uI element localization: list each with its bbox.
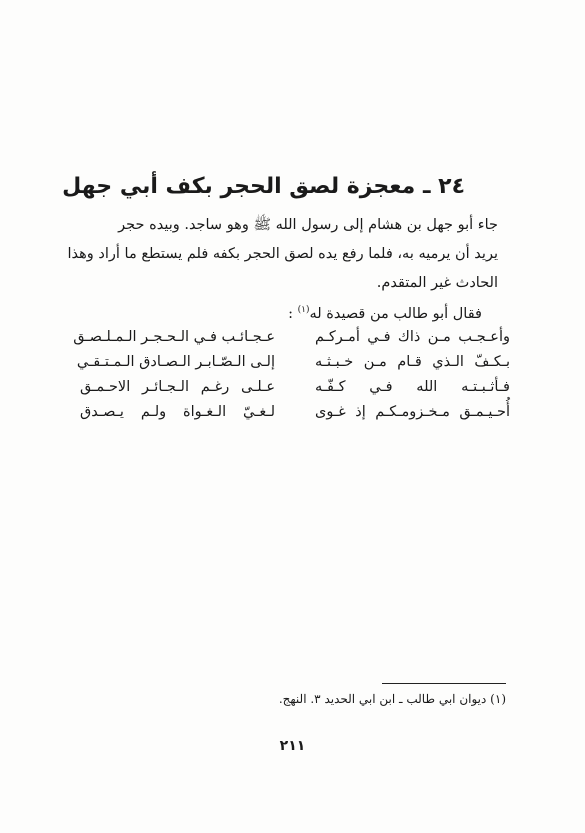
verse-first-hemistich: بـكـفّ الـذي قـام مـن خـبـثـه <box>315 353 510 370</box>
verse-line <box>80 397 510 426</box>
body-paragraph <box>67 211 498 298</box>
verse-second-hemistich: إلـى الـصّـابـر الـصـادق الـمـتـقـي <box>76 353 275 370</box>
verse-second-hemistich: لـغـيّ الـغـواة ولـم يـصـدق <box>80 403 275 420</box>
verse-second-hemistich: عـلـى رغـم الـجـائـر الاحـمـق <box>80 378 275 395</box>
poem-intro-text: فقال أبو طالب من قصيدة له <box>309 305 482 322</box>
footnote: (١) ديوان ابي طالب ـ ابن ابي الحديد ٣. النهج. <box>278 692 506 706</box>
page-number: ٢١١ <box>279 738 306 754</box>
poem-intro-colon: : <box>288 305 293 322</box>
verse-first-hemistich: وأعـجـب مـن ذاك فـي أمـركـم <box>315 328 510 345</box>
verse-first-hemistich: فـأثـبـتـه الله فـي كـفّـه <box>315 378 510 395</box>
verse-second-hemistich: عـجـائـب فـي الـحـجـر الـمـلـصـق <box>73 328 275 345</box>
footnote-reference: (١) <box>297 305 310 315</box>
chapter-title: ٢٤ ـ معجزة لصق الحجر بكف أبي جهل <box>62 174 465 199</box>
footnote-divider <box>382 683 506 684</box>
body-line: الحادث غير المتقدم. <box>376 275 498 291</box>
verse-first-hemistich: أُحـيـمـق مـخـزومـكـم إذ غـوى <box>315 403 510 420</box>
body-line: جاء أبو جهل بن هشام إلى رسول الله ﷺ وهو ساجد. وبيده حجر <box>118 217 498 233</box>
body-line: يريد أن يرميه به، فلما رفع يده لصق الحجر بكفه فلم يستطع ما أراد وهذا <box>67 246 498 262</box>
